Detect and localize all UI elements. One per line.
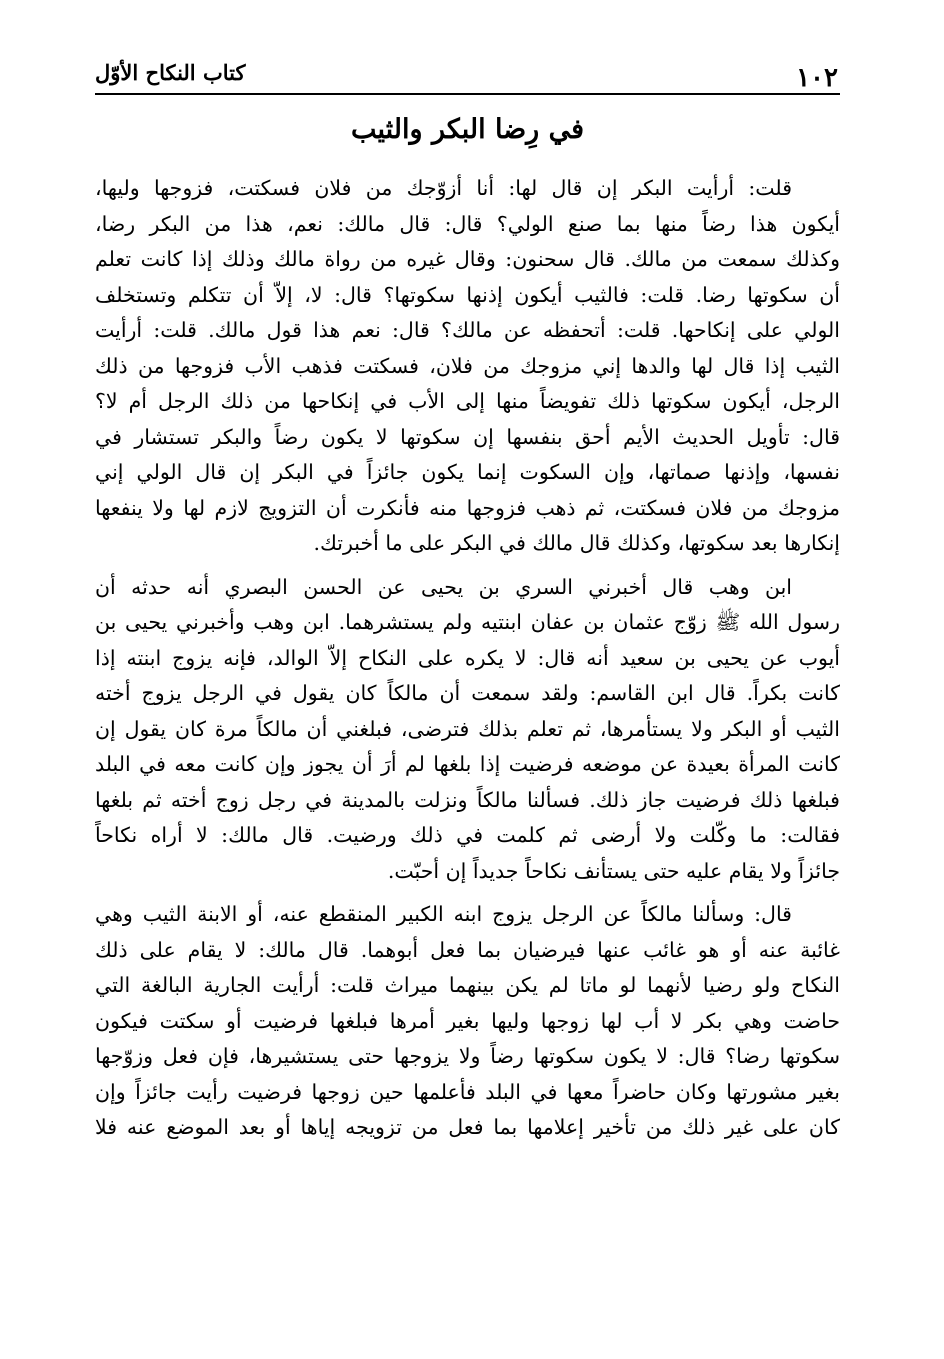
text-line: إنكارها بعد سكوتها، وكذلك قال مالك في البكر على ما أخبرتك. [313,531,840,555]
text-line: كانت بكراً. قال ابن القاسم: ولقد سمعت أن مالكاً كان يقول في الرجل يزوج أخته [95,681,840,705]
section-title: في رِضا البكر والثيب [350,114,585,145]
text-line: مزوجك من فلان فسكتت، ثم ذهب فزوجها منه فأنكرت أن التزويج لازم لها ولا ينفعها [95,495,840,520]
body-text [95,171,840,1146]
text-line: ابن وهب قال أخبرني السري بن يحيى عن الحسن البصري أنه حدثه أن [95,574,792,599]
text-line: أن سكوتها رضا. قلت: فالثيب أيكون إذنها سكوتها؟ قال: لا، إلاّ أن تتكلم وتستخلف [95,282,840,307]
text-line: قال: تأويل الحديث الأيم أحق بنفسها إن سكوتها لا يكون رضاً والبكر تستشار في [95,424,840,449]
text-line: وكذلك سمعت من مالك. قال سحنون: وقال غيره من رواة مالك وذلك إذا كانت تعلم [95,247,840,271]
text-line: أيكون هذا رضاً منها بما صنع الولي؟ قال: قال مالك: نعم، هذا من البكر رضا، [95,211,840,236]
text-line: النكاح ولو رضيا لأنهما لو ماتا لم يكن بينهما ميراث قلت: أرأيت الجارية البالغة التي [95,973,840,997]
text-line: الثيب إذا قال لها والدها إني مزوجك من فلان، فسكتت فذهب الأب فزوجها من ذلك [95,353,840,378]
text-line: غائبة عنه أو هو غائب عنها فيرضيان بما فعل أبوهما. قال مالك: لا يقام على ذلك [95,937,840,962]
paragraph-1 [95,171,840,562]
text-line: جائزاً ولا يقام عليه حتى يستأنف نكاحاً جديداً إن أحبّت. [387,858,840,883]
text-line: كان على غير ذلك من تأخير إعلامها بما فعل من تزويجه إياها أو بعد الموضع عنه فلا [95,1115,840,1139]
text-line: حاضت وهي بكر لا أب لها زوجها وليها بغير أمرها فبلغها فرضيت أو سكتت فيكون [95,1008,840,1033]
text-line: سكوتها رضا؟ قال: لا يكون سكوتها رضاً ولا يزوجها حتى يستشيرها، فإن فعل وزوّجها [95,1044,840,1068]
text-line: أيوب عن يحيى بن سعيد أنه قال: لا يكره على النكاح إلاّ الوالد، فإنه يزوج ابنته إذا [95,645,840,670]
text-line: كانت المرأة بعيدة عن موضعه فرضيت إذا بلغها لم أرَ أن يجوز وإن كانت معه في البلد [95,752,840,776]
text-line: نفسها، وإذنها صماتها، وإن السكوت إنما يكون جائزاً في البكر إن قال الولي إني [95,460,840,484]
text-line: بغير مشورتها وكان حاضراً معها في البلد فأعلمها حين زوجها فرضيت رأيت جائزاً وإن [95,1079,840,1104]
paragraph-3 [95,897,840,1146]
paragraph-2 [95,570,840,890]
running-head: كتاب النكاح الأوّل [95,60,246,85]
page-number: ١٠٢ [796,63,838,93]
text-line: الرجل، أيكون سكوتها ذلك تفويضاً منها إلى الأب في إنكاحها من ذلك الرجل أم لا؟ [95,389,840,413]
text-line: الثيب أو البكر ولا يستأمرها، ثم تعلم بذلك فترضى، فبلغني أن مالكاً مرة كان يقول إن [95,716,840,741]
text-line: الولي على إنكاحها. قلت: أتحفظه عن مالك؟ قال: نعم هذا قول مالك. قلت: أرأيت [95,318,840,342]
text-line: فقالت: ما وكّلت ولا أرضى ثم كلمت في ذلك ورضيت. قال مالك: لا أراه نكاحاً [95,823,840,847]
text-line: قلت: أرأيت البكر إن قال لها: أنا أزوّجك من فلان فسكتت، فزوجها وليها، [95,176,792,200]
text-line: فبلغها ذلك فرضيت جاز ذلك. فسألنا مالكاً ونزلت بالمدينة في رجل زوج أخته ثم بلغها [95,787,840,812]
page-header [95,55,840,95]
text-line: رسول الله ﷺ زوّج عثمان بن عفان ابنتيه ولم يستشرهما. ابن وهب وأخبرني يحيى بن [95,610,840,634]
text-line: قال: وسألنا مالكاً عن الرجل يزوج ابنه الكبير المنقطع عنه، أو الابنة الثيب وهي [95,902,792,926]
